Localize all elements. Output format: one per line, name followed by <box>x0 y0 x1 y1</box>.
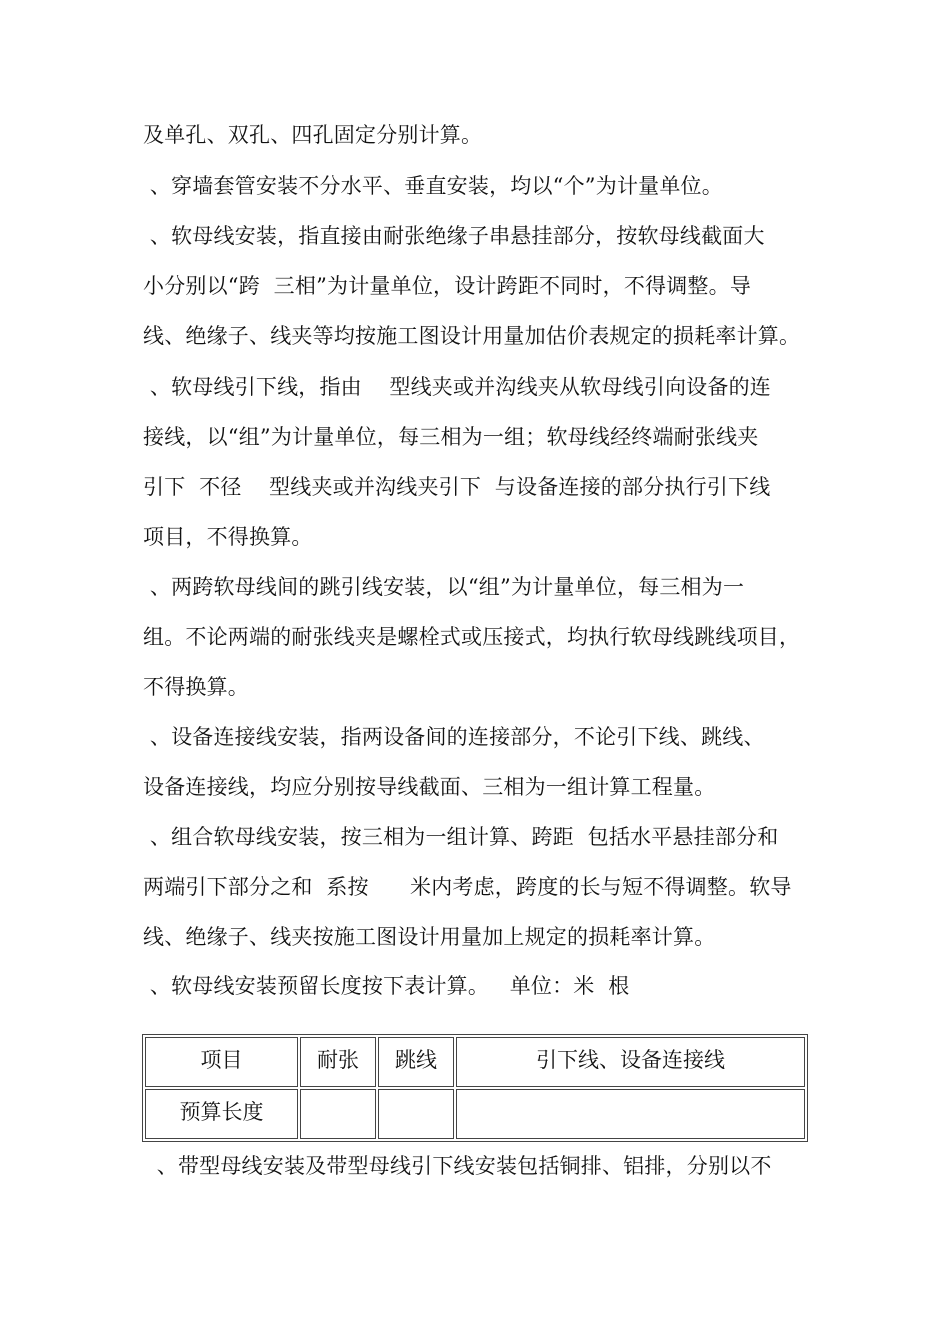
table-cell: 预算长度 <box>145 1089 298 1139</box>
text-line: 组。不论两端的耐张线夹是螺栓式或压接式，均执行软母线跳线项目， <box>143 625 801 649</box>
text-line: 、软母线引下线，指由 型线夹或并沟线夹从软母线引向设备的连 <box>143 375 771 399</box>
text-line: 设备连接线，均应分别按导线截面、三相为一组计算工程量。 <box>143 775 716 799</box>
table-header-cell: 耐张 <box>300 1037 376 1087</box>
text-line: 线、绝缘子、线夹按施工图设计用量加上规定的损耗率计算。 <box>143 925 716 949</box>
text-line: 、软母线安装，指直接由耐张绝缘子串悬挂部分，按软母线截面大 <box>143 224 765 248</box>
text-line: 及单孔、双孔、四孔固定分别计算。 <box>143 123 483 147</box>
text-line: 项目，不得换算。 <box>143 525 313 549</box>
table-row <box>145 1089 805 1139</box>
text-line: 引下 不径 型线夹或并沟线夹引下 与设备连接的部分执行引下线 <box>143 475 771 499</box>
text-line: 、两跨软母线间的跳引线安装，以“组”为计量单位，每三相为一 <box>143 575 745 599</box>
text-line: 线、绝缘子、线夹等均按施工图设计用量加估价表规定的损耗率计算。 <box>143 324 801 348</box>
table-cell <box>300 1089 376 1139</box>
table-cell <box>378 1089 454 1139</box>
table-header-cell: 跳线 <box>378 1037 454 1087</box>
text-line: 、设备连接线安装，指两设备间的连接部分，不论引下线、跳线、 <box>143 725 765 749</box>
text-line: 接线，以“组”为计量单位，每三相为一组；软母线经终端耐张线夹 <box>143 425 759 449</box>
text-line: 、穿墙套管安装不分水平、垂直安装，均以“个”为计量单位。 <box>143 174 723 198</box>
text-line: 不得换算。 <box>143 675 249 699</box>
table-cell <box>456 1089 805 1139</box>
text-line: 、组合软母线安装，按三相为一组计算、跨距 包括水平悬挂部分和 <box>143 825 779 849</box>
text-line: 两端引下部分之和 系按 米内考虑，跨度的长与短不得调整。软导 <box>143 875 792 899</box>
table-header-cell: 引下线、设备连接线 <box>456 1037 805 1087</box>
reserve-length-table <box>142 1034 808 1142</box>
text-line: 、软母线安装预留长度按下表计算。 单位：米 根 <box>143 974 630 998</box>
table-header-cell: 项目 <box>145 1037 298 1087</box>
table-header-row <box>145 1037 805 1087</box>
text-line: 小分别以“跨 三相”为计量单位，设计跨距不同时，不得调整。导 <box>143 274 752 298</box>
text-line: 、带型母线安装及带型母线引下线安装包括铜排、铝排，分别以不 <box>143 1154 772 1178</box>
